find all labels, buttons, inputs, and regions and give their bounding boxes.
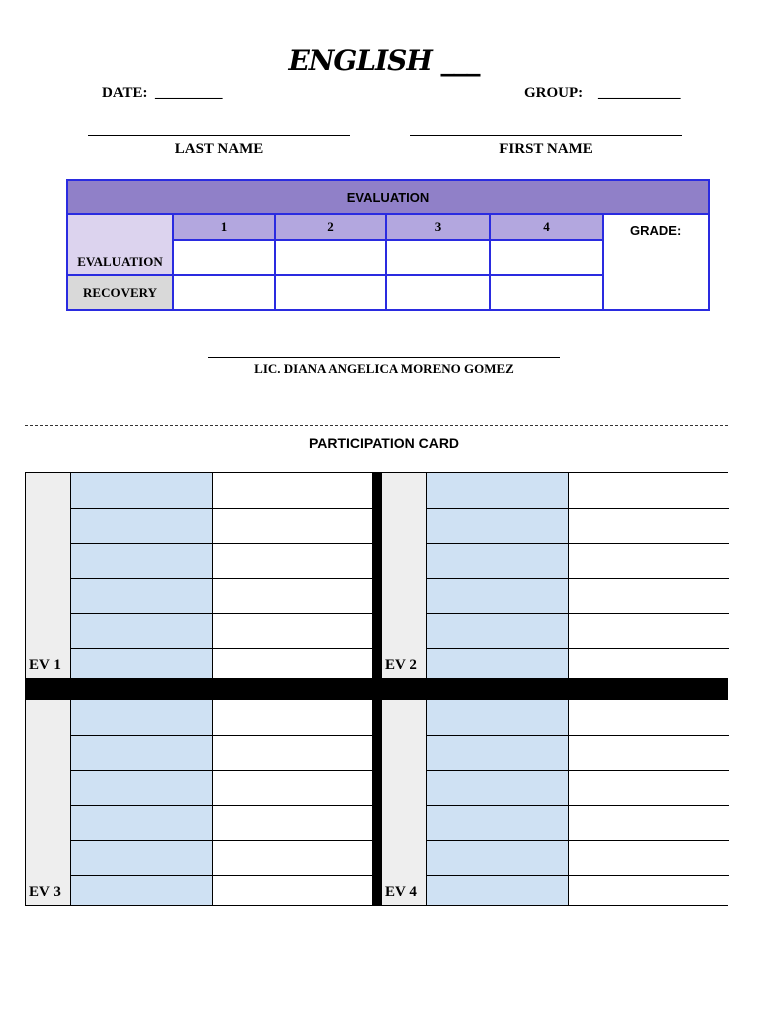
participation-row[interactable] <box>427 840 729 875</box>
quadrant-label: EV 2 <box>385 657 417 673</box>
cut-line <box>25 425 728 426</box>
participation-row[interactable] <box>71 770 373 805</box>
participation-row[interactable] <box>71 613 373 648</box>
evaluation-cell-2[interactable] <box>275 240 386 275</box>
participation-row[interactable] <box>71 543 373 578</box>
participation-row[interactable] <box>427 508 729 543</box>
first-name-label: FIRST NAME <box>499 141 593 157</box>
participation-row[interactable] <box>71 578 373 613</box>
participation-row[interactable] <box>427 578 729 613</box>
participation-row[interactable] <box>71 700 373 735</box>
page-title: ENGLISH ___ <box>288 44 480 77</box>
recovery-row-label: RECOVERY <box>67 275 173 310</box>
last-name-label: LAST NAME <box>174 141 264 157</box>
horizontal-divider <box>26 678 727 700</box>
recovery-cell-3[interactable] <box>386 275 490 310</box>
evaluation-row-label: EVALUATION <box>67 214 173 275</box>
quadrant-side <box>382 473 427 678</box>
teacher-name: LIC. DIANA ANGELICA MORENO GOMEZ <box>254 361 514 376</box>
group-blank[interactable]: ___________ <box>598 85 681 101</box>
participation-row[interactable] <box>427 648 729 678</box>
participation-row[interactable] <box>71 805 373 840</box>
participation-row[interactable] <box>427 805 729 840</box>
participation-row[interactable] <box>71 735 373 770</box>
recovery-cell-1[interactable] <box>173 275 275 310</box>
evaluation-header: EVALUATION <box>67 180 709 214</box>
quadrant-label: EV 3 <box>29 884 61 900</box>
participation-row[interactable] <box>427 543 729 578</box>
quadrant-side <box>26 700 71 905</box>
participation-row[interactable] <box>71 508 373 543</box>
quadrant-side <box>26 473 71 678</box>
quadrant-ev1 <box>26 473 373 678</box>
column-1-header: 1 <box>173 214 275 240</box>
participation-row[interactable] <box>71 875 373 905</box>
evaluation-cell-3[interactable] <box>386 240 490 275</box>
quadrant-side <box>382 700 427 905</box>
column-2-header: 2 <box>275 214 386 240</box>
participation-row[interactable] <box>427 473 729 508</box>
quadrant-ev3 <box>26 700 373 905</box>
quadrant-ev4 <box>382 700 729 905</box>
participation-row[interactable] <box>427 700 729 735</box>
participation-card-title: PARTICIPATION CARD <box>308 435 460 451</box>
evaluation-table <box>66 179 708 310</box>
participation-row[interactable] <box>427 613 729 648</box>
date-blank[interactable]: _________ <box>155 85 223 101</box>
evaluation-cell-1[interactable] <box>173 240 275 275</box>
group-label: GROUP: <box>524 85 584 101</box>
column-3-header: 3 <box>386 214 490 240</box>
last-name-line[interactable] <box>88 135 350 136</box>
recovery-cell-4[interactable] <box>490 275 603 310</box>
quadrant-label: EV 4 <box>385 884 417 900</box>
column-4-header: 4 <box>490 214 603 240</box>
evaluation-cell-4[interactable] <box>490 240 603 275</box>
date-label: DATE: <box>102 85 148 101</box>
grade-cell[interactable]: GRADE: <box>603 214 709 310</box>
first-name-line[interactable] <box>410 135 682 136</box>
signature-line <box>208 357 560 358</box>
participation-row[interactable] <box>427 770 729 805</box>
participation-row[interactable] <box>427 735 729 770</box>
recovery-cell-2[interactable] <box>275 275 386 310</box>
participation-row[interactable] <box>71 840 373 875</box>
participation-row[interactable] <box>71 473 373 508</box>
participation-row[interactable] <box>71 648 373 678</box>
quadrant-label: EV 1 <box>29 657 61 673</box>
participation-row[interactable] <box>427 875 729 905</box>
participation-card <box>25 472 728 906</box>
quadrant-ev2 <box>382 473 729 678</box>
